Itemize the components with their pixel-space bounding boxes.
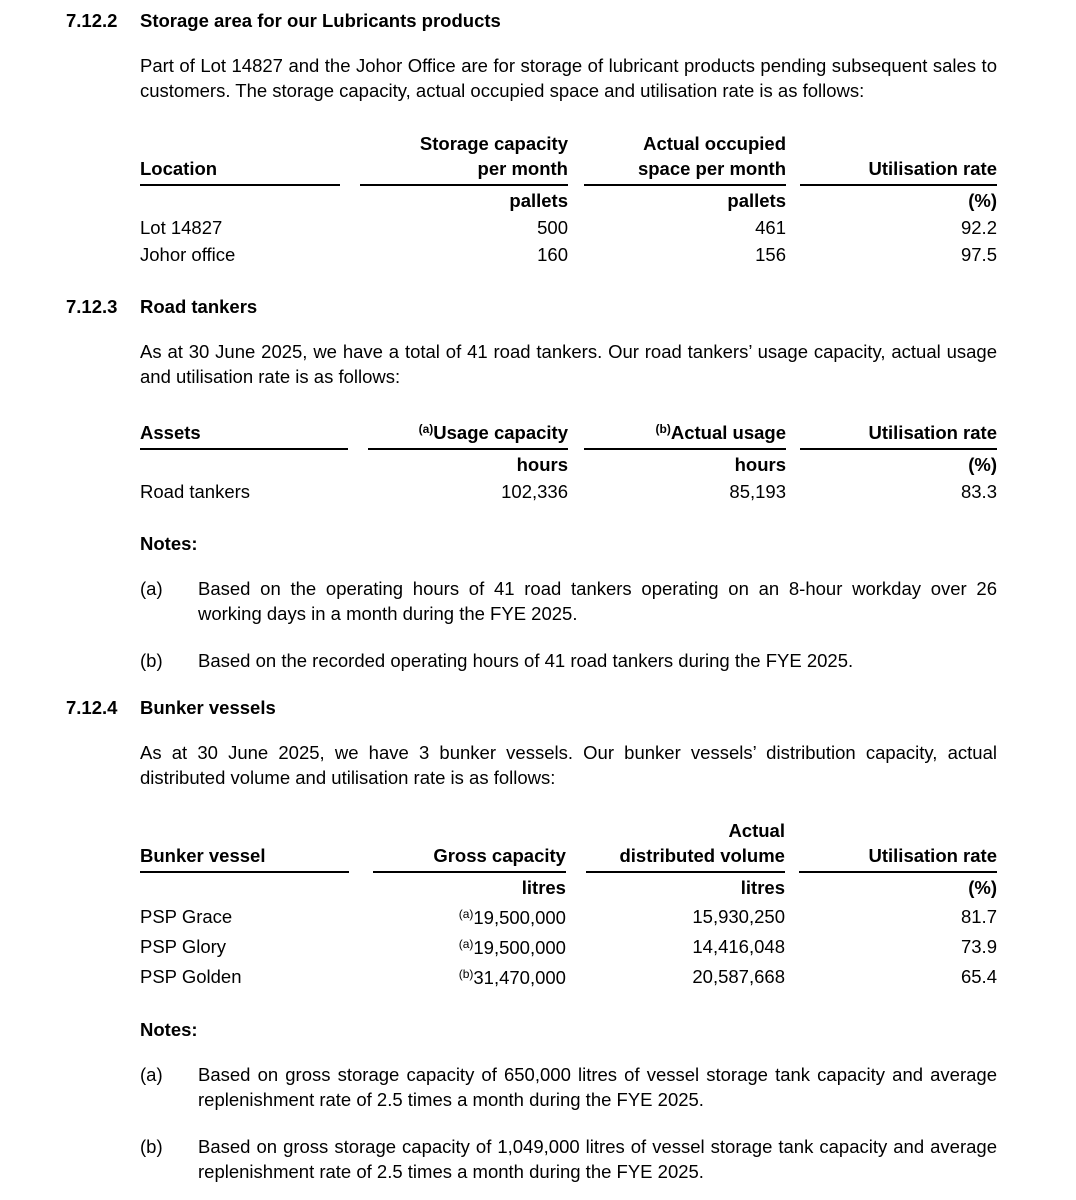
table-row [140, 214, 997, 241]
note-item [140, 648, 997, 673]
storage-area-table [140, 131, 997, 268]
footnote-marker: (b) [458, 967, 474, 981]
cell-utilisation-rate: 83.3 [960, 481, 997, 502]
table-unit-row [140, 449, 997, 478]
notes-heading: Notes: [140, 533, 198, 554]
column-header: $^{(b)}$Actual usage [584, 417, 786, 449]
section-heading-7-12-2 [66, 8, 997, 33]
body-paragraph: As at 30 June 2025, we have 3 bunker vessels. Our bunker vessels’ distribution capacity, actual distributed volume and utilisation rate is as follows: [140, 742, 997, 788]
cell-vessel-name: PSP Glory [140, 935, 227, 957]
table-row [140, 478, 997, 505]
cell-occupied-space: 156 [755, 244, 786, 265]
column-header: Utilisation rate [800, 131, 997, 185]
note-text: Based on gross storage capacity of 650,000 litres of vessel storage tank capacity and average replenishment rate of 2.5 times a month during the FYE 2025. [198, 1064, 997, 1110]
note-text: Based on the operating hours of 41 road tankers operating on an 8-hour workday over 26 working days in a month during the FYE 2025. [198, 578, 997, 624]
column-header: Gross capacity [373, 818, 566, 872]
column-header: Actual distributed volume [586, 818, 785, 872]
cell-vessel-name: PSP Grace [140, 905, 233, 927]
footnote-marker: (a) [458, 937, 474, 951]
body-paragraph: As at 30 June 2025, we have a total of 41 road tankers. Our road tankers’ usage capacity, actual usage and utilisation rate is as follows: [140, 341, 997, 387]
table-row [140, 961, 997, 991]
footnote-marker: (a) [458, 907, 474, 921]
cell-utilisation-rate: 81.7 [960, 905, 997, 927]
cell-actual-usage: 85,193 [729, 481, 786, 502]
cell-occupied-space: 461 [755, 217, 786, 238]
note-item [140, 576, 997, 626]
footnote-marker: (b) [655, 422, 671, 436]
cell-utilisation-rate: 73.9 [960, 935, 997, 957]
unit-label: hours [516, 454, 568, 475]
section-content-7-12-4 [140, 740, 997, 1184]
cell-distributed-volume: 14,416,048 [692, 935, 785, 957]
cell-storage-capacity: 500 [537, 217, 568, 238]
cell-distributed-volume: 20,587,668 [692, 965, 785, 987]
note-label: (a) [140, 1064, 163, 1085]
table-header-row [140, 131, 997, 185]
column-header: Utilisation rate [800, 417, 997, 449]
column-header: $^{(a)}$Usage capacity [368, 417, 568, 449]
section-title: Bunker vessels [140, 697, 276, 718]
cell-gross-capacity: $^{(a)}$19,500,000 [458, 937, 566, 958]
unit-label [140, 185, 340, 214]
section-title: Road tankers [140, 296, 258, 317]
unit-label: litres [521, 877, 566, 898]
column-header: Storage capacity per month [360, 131, 568, 185]
note-text: Based on the recorded operating hours of 41 road tankers during the FYE 2025. [198, 650, 854, 671]
table-unit-row [140, 872, 997, 901]
column-header: Location [140, 131, 340, 185]
cell-storage-capacity: 160 [537, 244, 568, 265]
unit-label: (%) [968, 877, 997, 898]
section-number: 7.12.3 [66, 296, 118, 317]
table-row [140, 901, 997, 931]
footnote-marker: (a) [418, 422, 434, 436]
column-header: Actual occupied space per month [584, 131, 786, 185]
note-label: (a) [140, 578, 163, 599]
table-row [140, 931, 997, 961]
table-header-row [140, 818, 997, 872]
note-item [140, 1062, 997, 1112]
cell-location: Lot 14827 [140, 217, 223, 238]
road-tankers-table [140, 417, 997, 505]
cell-gross-capacity: $^{(b)}$31,470,000 [458, 967, 566, 988]
cell-distributed-volume: 15,930,250 [692, 905, 785, 927]
section-content-7-12-3 [140, 339, 997, 673]
cell-location: Johor office [140, 244, 236, 265]
unit-label: pallets [509, 190, 568, 211]
note-label: (b) [140, 650, 163, 671]
table-header-row [140, 417, 997, 449]
column-header: Utilisation rate [799, 818, 997, 872]
note-label: (b) [140, 1136, 163, 1157]
unit-label: (%) [968, 190, 997, 211]
notes-section [140, 531, 997, 673]
cell-utilisation-rate: 97.5 [960, 244, 997, 265]
section-number: 7.12.2 [66, 10, 118, 31]
cell-vessel-name: PSP Golden [140, 965, 242, 987]
notes-heading: Notes: [140, 1019, 198, 1040]
cell-utilisation-rate: 65.4 [960, 965, 997, 987]
note-text: Based on gross storage capacity of 1,049,000 litres of vessel storage tank capacity and average replenishment rate of 2.5 times a month during the FYE 2025. [198, 1136, 997, 1182]
section-content-7-12-2 [140, 53, 997, 268]
unit-label: hours [734, 454, 786, 475]
unit-label: (%) [968, 454, 997, 475]
table-unit-row [140, 185, 997, 214]
cell-gross-capacity: $^{(a)}$19,500,000 [458, 907, 566, 928]
table-row [140, 241, 997, 268]
section-heading-7-12-4 [66, 695, 997, 720]
cell-utilisation-rate: 92.2 [960, 217, 997, 238]
unit-label [140, 872, 349, 901]
cell-asset: Road tankers [140, 481, 251, 502]
cell-usage-capacity: 102,336 [501, 481, 568, 502]
column-header: Bunker vessel [140, 818, 349, 872]
body-paragraph: Part of Lot 14827 and the Johor Office are for storage of lubricant products pending subsequent sales to customers. The storage capacity, actual occupied space and utilisation rate is as follows: [140, 55, 997, 101]
unit-label [140, 449, 348, 478]
unit-label: litres [740, 877, 785, 898]
unit-label: pallets [727, 190, 786, 211]
column-header: Assets [140, 417, 348, 449]
section-heading-7-12-3 [66, 294, 997, 319]
bunker-vessels-table [140, 818, 997, 991]
section-number: 7.12.4 [66, 697, 118, 718]
section-title: Storage area for our Lubricants products [140, 10, 501, 31]
note-item [140, 1134, 997, 1184]
notes-section [140, 1017, 997, 1184]
